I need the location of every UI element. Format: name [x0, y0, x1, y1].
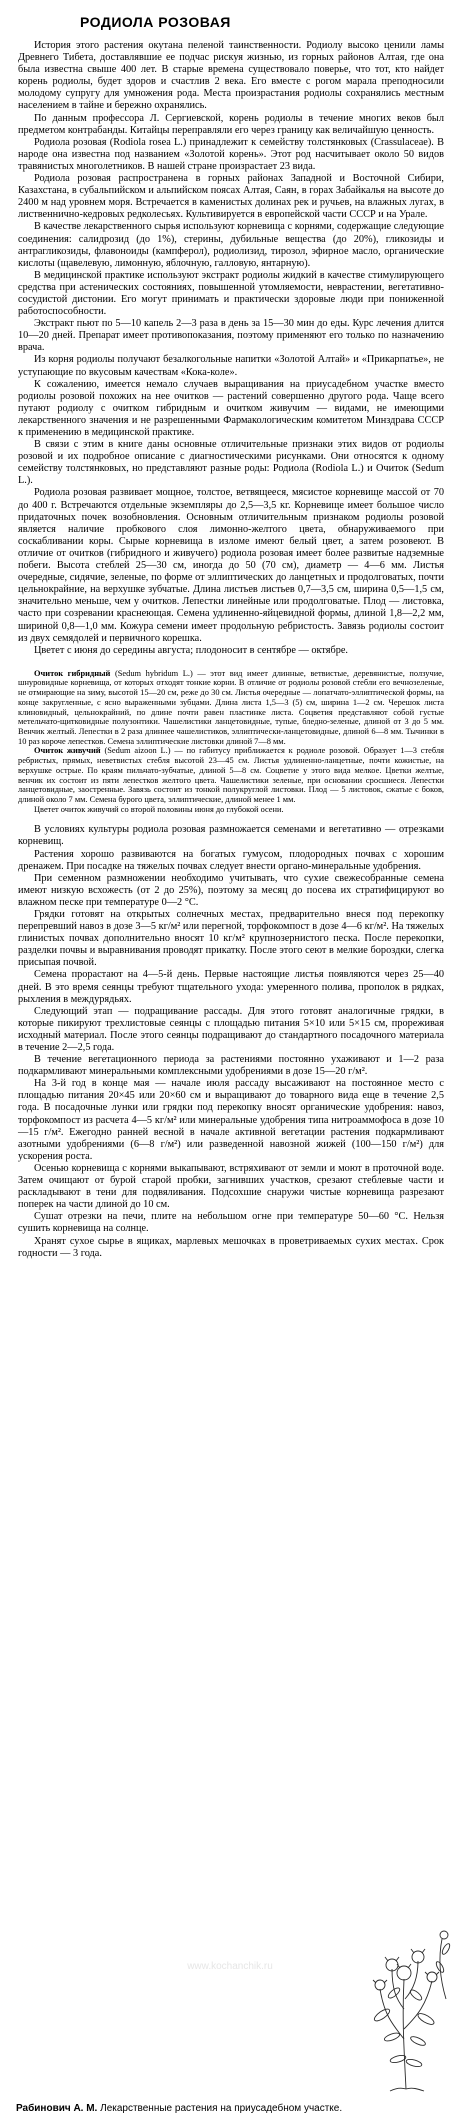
paragraph: В медицинской практике используют экстракт родиолы жидкий в качестве стимулирующего средства при астенических состояниях, повышенной утомляемости, неврастении, вегетативно-сосудистой дистонии. Его могут принимать и практически здоровые люди при пониженной работоспособности.: [18, 269, 444, 318]
species-notes: [18, 669, 444, 815]
paragraph: Родиола розовая распространена в горных районах Западной и Восточной Сибири, Казахстана, в субальпийском и альпийском поясах Алтая, Саян, в горах Забайкалья на высоте до 2400 м над уровнем моря. Встречается в каменистых долинах рек и ручьев, на влажных лугах, в лиственнично-кедровых редколесьях. Культивируется в европейской части СССР и на Урале.: [18, 173, 444, 221]
paragraph: В связи с этим в книге даны основные отличительные признаки этих видов от родиолы розовой и их подробное описание с диагностическими рисунками. Они относятся к одному семейству толстянковых, но представляют разные роды: Родиола (Rodiola L.) и Очиток (Sedum L.).: [18, 439, 444, 487]
note-sedum-aizoon: [18, 746, 444, 804]
paragraph: Следующий этап — подращивание рассады. Для этого готовят аналогичные грядки, в которые пикируют трехлистовые сеянцы с площадью питания 5×10 или 5×15 см, прореживая исходный материал. После этого сеянцы подращивают до стандартного посадочного материала в течение 2—2,5 года.: [18, 1005, 444, 1054]
note-sedum-hybridum: [18, 669, 444, 747]
paragraph: История этого растения окутана пеленой таинственности. Родиолу высоко ценили ламы Древнего Тибета, доставлявшие ее подчас рискуя жизнью, из горных районов Алтая, где она была известна свыше 400 лет. В старые времена существовало поверье, что тот, кто найдет корень родиолы, будет здоров и счастлив 2 века. Его вместе с рогом марала преподносили молодому супругу для умножения рода. Места произрастания родиолы сохранялись местным населением в тайне и бережно охранялись.: [18, 40, 444, 112]
paragraph: По данным профессора Л. Сергиевской, корень родиолы в течение многих веков был предметом контрабанды. Китайцы переправляли его через границу как величайшую ценность.: [18, 112, 444, 136]
article-body: [18, 40, 444, 657]
paragraph: Семена прорастают на 4—5-й день. Первые настоящие листья появляются через 25—40 дней. В это время сеянцы требуют тщательного ухода: умеренного полива, прополок в рядках, рыхления в междурядьях.: [18, 969, 444, 1005]
paragraph: В качестве лекарственного сырья используют корневища с корнями, содержащие следующие соединения: салидрозид (до 1%), стерины, дубильные вещества (до 20%), гликозиды и антрагликозиды, флавоноиды (кампферол), родиолизид, тирозол, эфирное масло, органические кислоты (щавелевую, лимонную, яблочную, галловую, янтарную).: [18, 221, 444, 269]
paragraph: Родиола розовая (Rodiola rosea L.) принадлежит к семейству толстянковых (Crassulaceae). В народе она известна под названием «Золотой корень». Этот род насчитывает около 50 видов травянистых многолетников. В нашей стране произрастает 23 вида.: [18, 136, 444, 172]
watermark: www.kochanchik.ru: [187, 1961, 273, 1972]
paragraph: Из корня родиолы получают безалкогольные напитки «Золотой Алтай» и «Прикарпатье», не уступающие по вкусовым качествам «Кока-коле».: [18, 354, 444, 378]
paragraph: Хранят сухое сырье в ящиках, марлевых мешочках в проветриваемых сухих местах. Срок годности — 3 года.: [18, 1235, 444, 1259]
source-citation: [16, 2103, 452, 2114]
note-flowering: Цветет очиток живучий со второй половины июня до глубокой осени.: [34, 804, 284, 814]
paragraph: Грядки готовят на открытых солнечных местах, предварительно внеся под перекопку перепревший навоз в дозе 3—5 кг/м² или перегной, торфокомпост в дозе 4—6 кг/м². На тяжелых глинистых почвах дополнительно вносят 10 кг/м² крупнозернистого песка. После перекопки, разделки почвы и выравнивания проводят прикатку. После этого сеют в мелкие бороздки, слегка присыпая почвой.: [18, 908, 444, 969]
paragraph: Родиола розовая развивает мощное, толстое, ветвящееся, мясистое корневище массой от 70 до 400 г. Встречаются отдельные экземпляры до 2,5—3,5 кг. Корневище имеет большое число придаточных почек возобновления. Основным отличительным признаком родиолы розовой является наличие пробкового слоя лимонно-желтого цвета, обнаруживаемого при соскабливании коры. Сырые корневища в изломе имеют белый цвет, а затем розовеют. В отличие от очитков (гибридного и живучего) родиола розовая имеет более развитые надземные побеги. Высота стеблей 25—30 см, иногда до 50 (70 см), диаметр — 4—6 мм. Листья очередные, сидячие, зеленые, по форме от эллиптических до ланцетных и продолговатых, почти цельнокрайние, на верхушке зубчатые. Длина листьев листьев 0,7—3,5 см, ширина 0,5—1,5 см, значительно меньше, чем у очитков. Лепестки линейные или продолговатые. Плод — листовка, часто при созревании краснеющая. Семена удлиненно-яйцевидной формы, длиной 1,8—2,2 мм, шириной 0,8—1,0 мм. Кожура семени имеет продольную ребристость. Завязь родиолы состоит из двух семядолей и первичного корешка.: [18, 487, 444, 644]
paragraph: В течение вегетационного периода за растениями постоянно ухаживают и 1—2 раза подкармливают минеральными комплексными удобрениями в дозе 15—20 г/м².: [18, 1054, 444, 1078]
note-text: (Sedum aizoon L.) — по габитусу приближается к родиоле розовой. Образует 1—3 стебля ребристых, прямых, неветвистых стебля высотой 23—45 см. Листья удлиненно-ланцетные, почти кожистые, на верхушке острые. По краям пильчато-зубчатые, длиной 5—8 см. Соцветие у этого вида мелкое. Цветки желтые, венчик их состоит из пяти лепестков желтого цвета. Чашелистики зеленые, при основании сросшиеся. Лепестки ланцетовидные, заостренные. Завязь состоит из тонкой полукруглой листовки. Плод — 5 листовок, сжатые с боков, длиной около 7 мм. Семена бурого цвета, эллиптические, длиной менее 1 мм.: [18, 746, 444, 804]
rhodiola-plant-illustration-icon: [352, 1919, 460, 2094]
source-book: Лекарственные растения на приусадебном участке.: [100, 2103, 343, 2114]
paragraph: Экстракт пьют по 5—10 капель 2—3 раза в день за 15—30 мин до еды. Курс лечения длится 10—20 дней. Препарат имеет противопоказания, поэтому применяют его только по назначению врача.: [18, 318, 444, 354]
paragraph: Осенью корневища с корнями выкапывают, встряхивают от земли и моют в проточной воде. Затем очищают от бурой старой пробки, загнивших участков, срезают стеблевые части и раскладывают в тени для подвяливания. Подсохшие снаружи чистые корневища разрезают поперек на части длиной до 10 см.: [18, 1162, 444, 1211]
paragraph: На 3-й год в конце мая — начале июля рассаду высаживают на постоянное место с площадью питания 20×45 или 20×60 см и выращивают до товарного вида еще в течение 2,5 года. В посадочные лунки или грядки под перекопку вносят органические удобрения: навоз, торфокомпост из расчета 4—5 кг/м² или минеральные удобрения типа нитроаммофоса в дозе 10—15 г/м². Ежегодно ранней весной в начале активной вегетации растения подкармливают азотными удобрениями (6—8 г/м²) или разведенной навозной жижей (100—150 г/м²) для ускорения роста.: [18, 1078, 444, 1162]
note-text: (Sedum hybridum L.) — этот вид имеет длинные, ветвистые, деревянистые, ползучие, шнуровидные корневища, от которых отходят тонкие корни. В отличие от родиолы розовой стебли его вечнозеленые, не отмирающие на зиму, высотой 15—20 см, реже до 30 см. Листья очередные — лопатчато-эллиптической формы, на конце закругленные, с ясно выраженными зубцами. Длина листа 1,5—3 (5) см, ширина 1—2 см. Черешок листа клиновидный, цельнокрайний, по длине почти равен пластинке листа. Соцветия представляют собой густые метельчато-щитковидные полузонтики. Чашелистики ланцетовидные, тупые, бледно-зеленые, длиной от 3 до 5 мм. Венчик желтый. Лепестки в 2 раза длиннее чашелистиков, эллиптически-ланцетовидные, длиной 6—8 мм. Тычинки в 10 раз короче лепестков. Семена эллиптические листовки длиной 7—8 мм.: [18, 668, 444, 746]
note-term: Очиток живучий: [34, 746, 101, 756]
paragraph: Растения хорошо развиваются на богатых гумусом, плодородных почвах с хорошим дренажем. При посадке на тяжелых почвах следует внести органо-минеральные удобрения.: [18, 848, 444, 872]
paragraph: При семенном размножении необходимо учитывать, что сухие свежесобранные семена имеют низкую всхожесть (от 2 до 25%), поэтому за месяц до посева их стратифицируют во влажном песке при температуре 0—2 °С.: [18, 872, 444, 908]
cultivation-section: [18, 824, 444, 1259]
paragraph: В условиях культуры родиола розовая размножается семенами и вегетативно — отрезками корневищ.: [18, 824, 444, 848]
paragraph: Сушат отрезки на печи, плите на небольшом огне при температуре 50—60 °С. Нельзя сушить корневища на солнце.: [18, 1211, 444, 1235]
note-term: Очиток гибридный: [34, 668, 111, 678]
paragraph: К сожалению, имеется немало случаев выращивания на приусадебном участке вместо родиолы розовой похожих на нее очитков — растений совершенно другого рода. Чаще всего путают родиолу с очитком гибридным и очитком живучим — видами, не имеющими лекарственного значения и не разрешенными Фармакологическим комитетом Минздрава СССР к применению в медицинской практике.: [18, 378, 444, 438]
paragraph: Цветет с июня до середины августа; плодоносит в сентябре — октябре.: [34, 644, 349, 656]
article-title: РОДИОЛА РОЗОВАЯ: [80, 14, 231, 30]
source-author: Рабинович А. М.: [16, 2103, 98, 2114]
